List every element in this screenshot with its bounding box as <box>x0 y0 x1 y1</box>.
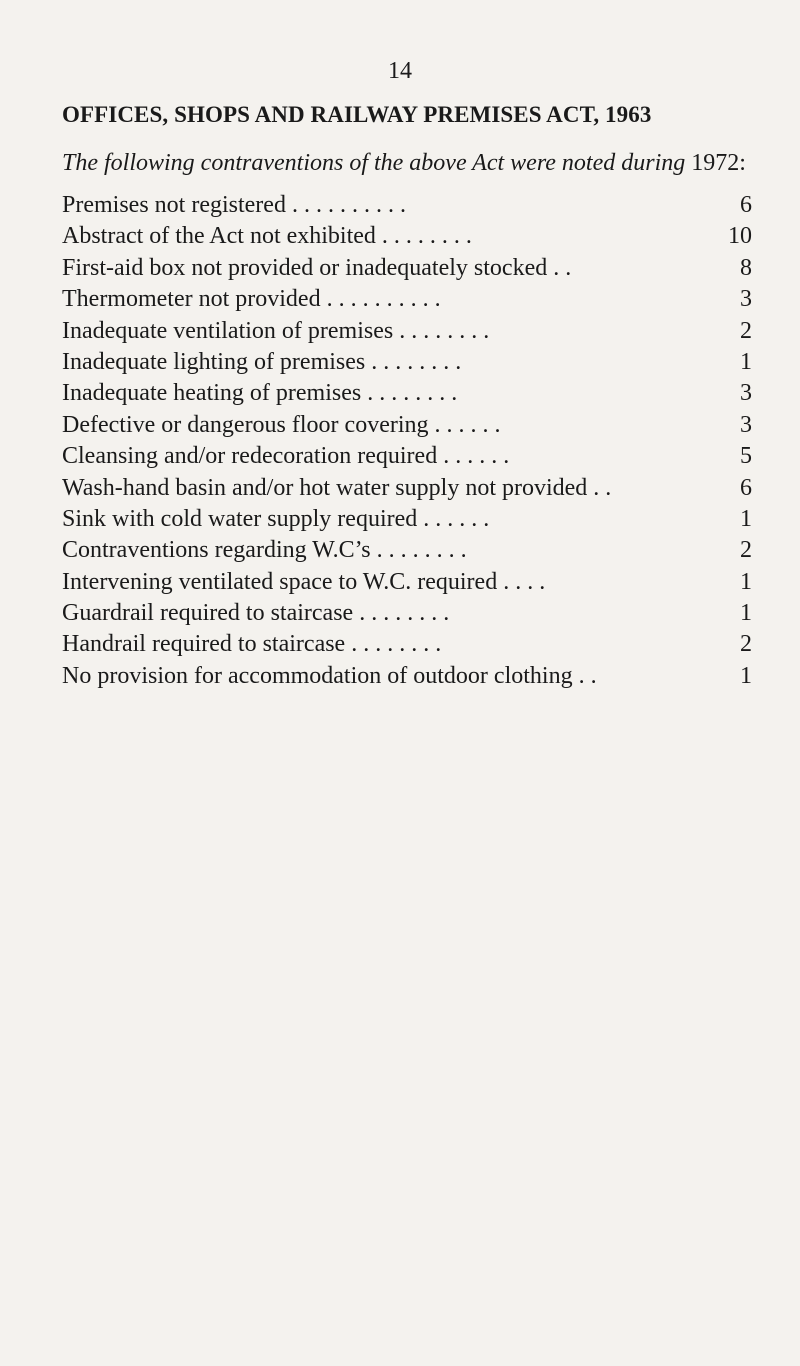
item-label: Abstract of the Act not exhibited . . . . . . . . <box>62 223 472 250</box>
list-item <box>62 190 752 221</box>
list-item <box>62 221 752 252</box>
item-label: Cleansing and/or redecoration required . . . . . . <box>62 443 510 470</box>
intro-year: 1972: <box>691 150 746 176</box>
list-item <box>62 410 752 441</box>
list-item <box>62 661 752 692</box>
item-label: Inadequate heating of premises . . . . . . . . <box>62 380 458 407</box>
item-label: Wash-hand basin and/or hot water supply not provided . . <box>62 474 612 501</box>
item-count: 3 <box>740 411 752 438</box>
item-count: 1 <box>740 600 752 627</box>
item-count: 2 <box>740 317 752 344</box>
item-label: Guardrail required to staircase . . . . . . . . <box>62 600 450 627</box>
list-item <box>62 316 752 347</box>
list-item <box>62 598 752 629</box>
item-label: Defective or dangerous floor covering . . . . . . <box>62 411 501 438</box>
item-label: Sink with cold water supply required . . . . . . <box>62 505 490 532</box>
list-item <box>62 504 752 535</box>
item-label: No provision for accommodation of outdoor clothing . . <box>62 662 597 689</box>
item-label: Premises not registered . . . . . . . . . . <box>62 192 406 218</box>
item-label: Thermometer not provided . . . . . . . . . . <box>62 286 441 313</box>
item-label: Contraventions regarding W.C’s . . . . . . . . <box>62 537 467 564</box>
item-label: Handrail required to staircase . . . . . . . . <box>62 631 442 658</box>
page-number: 14 <box>388 58 412 84</box>
item-count: 1 <box>740 568 752 595</box>
item-count: 5 <box>740 443 752 470</box>
list-item <box>62 441 752 472</box>
list-item <box>62 378 752 409</box>
list-item <box>62 347 752 378</box>
item-count: 3 <box>740 286 752 313</box>
item-count: 2 <box>740 631 752 658</box>
item-count: 3 <box>740 380 752 407</box>
item-count: 1 <box>740 662 752 689</box>
item-count: 6 <box>740 192 752 218</box>
list-item <box>62 535 752 566</box>
intro-text: The following contraventions of the above Act were noted during <box>62 150 686 176</box>
item-label: Intervening ventilated space to W.C. required . . . . <box>62 568 546 595</box>
item-count: 1 <box>740 348 752 375</box>
list-item <box>62 473 752 504</box>
list-item <box>62 567 752 598</box>
contraventions-list <box>62 190 752 692</box>
list-item <box>62 253 752 284</box>
intro-sentence <box>62 150 767 177</box>
item-label: Inadequate ventilation of premises . . . . . . . . <box>62 317 490 344</box>
item-count: 1 <box>740 505 752 532</box>
item-count: 6 <box>740 474 752 501</box>
section-heading: OFFICES, SHOPS AND RAILWAY PREMISES ACT, 1963 <box>62 102 652 127</box>
list-item <box>62 629 752 660</box>
list-item <box>62 284 752 315</box>
item-label: Inadequate lighting of premises . . . . . . . . <box>62 348 462 375</box>
item-count: 8 <box>740 254 752 281</box>
item-count: 2 <box>740 537 752 564</box>
item-count: 10 <box>728 223 752 250</box>
item-label: First-aid box not provided or inadequately stocked . . <box>62 254 572 281</box>
